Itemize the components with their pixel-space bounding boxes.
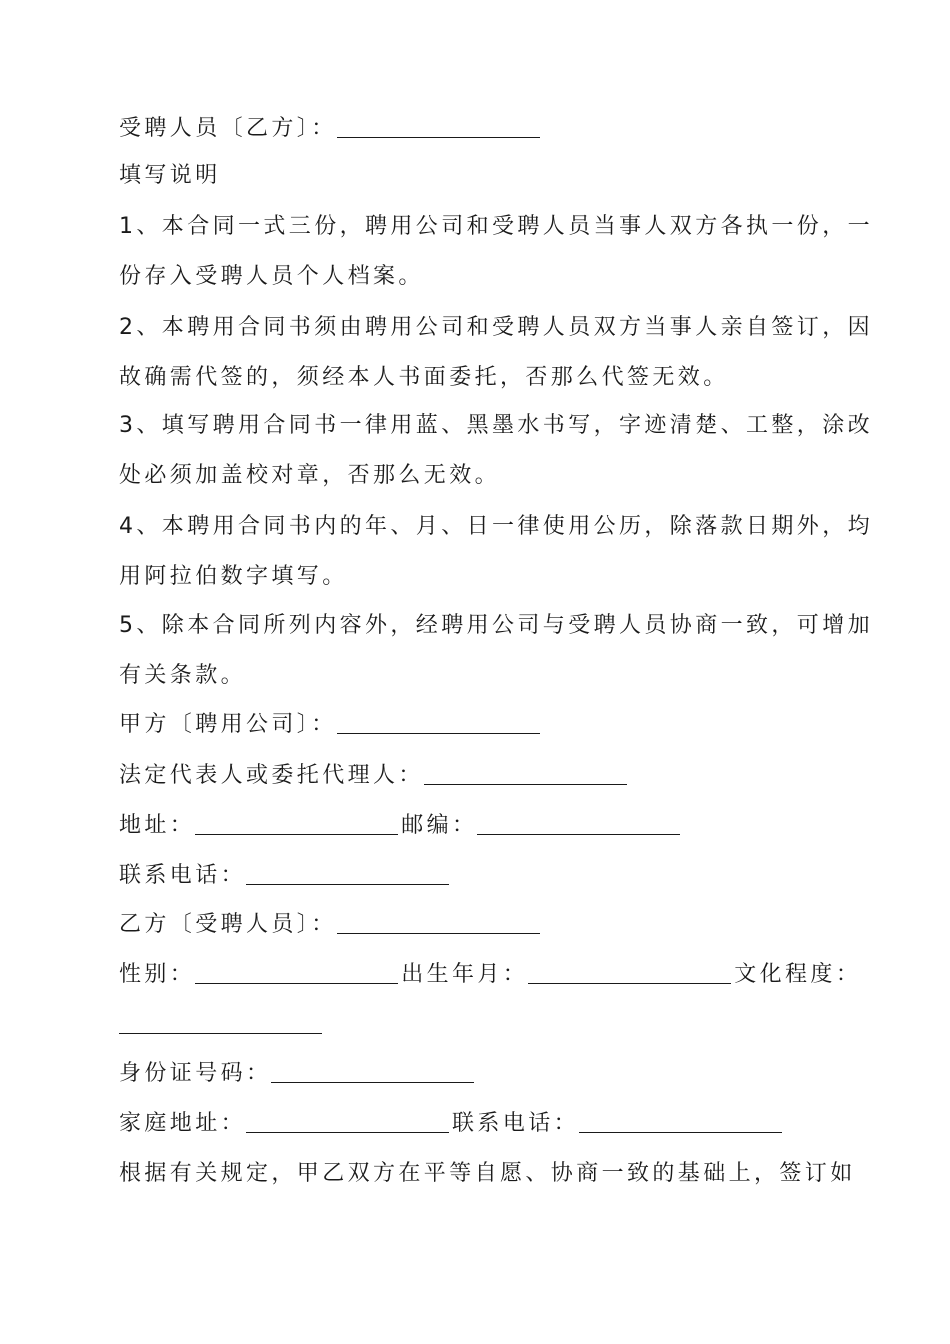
- id-number-row: [119, 1059, 474, 1089]
- address-label: 地址：: [119, 813, 196, 838]
- home-address-blank[interactable]: [246, 1110, 449, 1133]
- gender-blank[interactable]: [195, 961, 398, 984]
- employee-signature-row: [119, 114, 540, 144]
- birth-label: 出生年月：: [401, 962, 529, 987]
- party-b-info-row: [119, 960, 861, 990]
- party-b-phone-label: 联系电话：: [452, 1111, 580, 1136]
- birth-blank[interactable]: [528, 961, 731, 984]
- home-address-label: 家庭地址：: [119, 1111, 247, 1136]
- representative-blank[interactable]: [424, 762, 627, 785]
- home-address-row: [119, 1109, 782, 1139]
- party-a-representative-row: [119, 761, 627, 791]
- address-blank[interactable]: [195, 812, 398, 835]
- instruction-4-line-2: 用阿拉伯数字填写。: [119, 564, 348, 589]
- employee-label: 受聘人员〔乙方〕：: [119, 116, 337, 141]
- party-a-company-blank[interactable]: [337, 711, 540, 734]
- education-blank-row: [119, 1010, 322, 1040]
- party-a-company-row: [119, 710, 540, 740]
- instruction-1-line-2: 份存入受聘人员个人档案。: [119, 264, 424, 289]
- instruction-2-line-2: 故确需代签的，须经本人书面委托，否那么代签无效。: [119, 365, 729, 390]
- party-a-company-label: 甲方〔聘用公司〕：: [119, 712, 337, 737]
- contract-page: [119, 0, 873, 1344]
- instruction-5-line-1: 5、除本合同所列内容外，经聘用公司与受聘人员协商一致，可增加: [119, 613, 873, 638]
- instruction-3-line-1: 3、填写聘用合同书一律用蓝、黑墨水书写，字迹清楚、工整，涂改: [119, 413, 873, 438]
- party-b-employee-row: [119, 910, 540, 940]
- party-a-phone-blank[interactable]: [246, 862, 449, 885]
- party-b-employee-blank[interactable]: [337, 911, 540, 934]
- postcode-blank[interactable]: [477, 812, 680, 835]
- party-a-address-row: [119, 811, 680, 841]
- employee-blank[interactable]: [337, 115, 540, 138]
- party-a-phone-row: [119, 861, 449, 891]
- representative-label: 法定代表人或委托代理人：: [119, 763, 424, 788]
- gender-label: 性别：: [119, 962, 196, 987]
- party-b-phone-blank[interactable]: [579, 1110, 782, 1133]
- instruction-3-line-2: 处必须加盖校对章，否那么无效。: [119, 463, 501, 488]
- postcode-label: 邮编：: [401, 813, 478, 838]
- instruction-4-line-1: 4、本聘用合同书内的年、月、日一律使用公历，除落款日期外，均: [119, 514, 873, 539]
- instruction-1-line-1: 1、本合同一式三份，聘用公司和受聘人员当事人双方各执一份，一: [119, 214, 873, 239]
- party-a-phone-label: 联系电话：: [119, 863, 247, 888]
- education-blank[interactable]: [119, 1011, 322, 1034]
- id-number-label: 身份证号码：: [119, 1061, 272, 1086]
- instruction-5-line-2: 有关条款。: [119, 663, 247, 688]
- id-number-blank[interactable]: [271, 1060, 474, 1083]
- instructions-title: 填写说明: [119, 163, 221, 188]
- closing-paragraph: 根据有关规定，甲乙双方在平等自愿、协商一致的基础上，签订如: [119, 1161, 856, 1186]
- instruction-2-line-1: 2、本聘用合同书须由聘用公司和受聘人员双方当事人亲自签订，因: [119, 315, 873, 340]
- party-b-employee-label: 乙方〔受聘人员〕：: [119, 912, 337, 937]
- education-label: 文化程度：: [734, 962, 862, 987]
